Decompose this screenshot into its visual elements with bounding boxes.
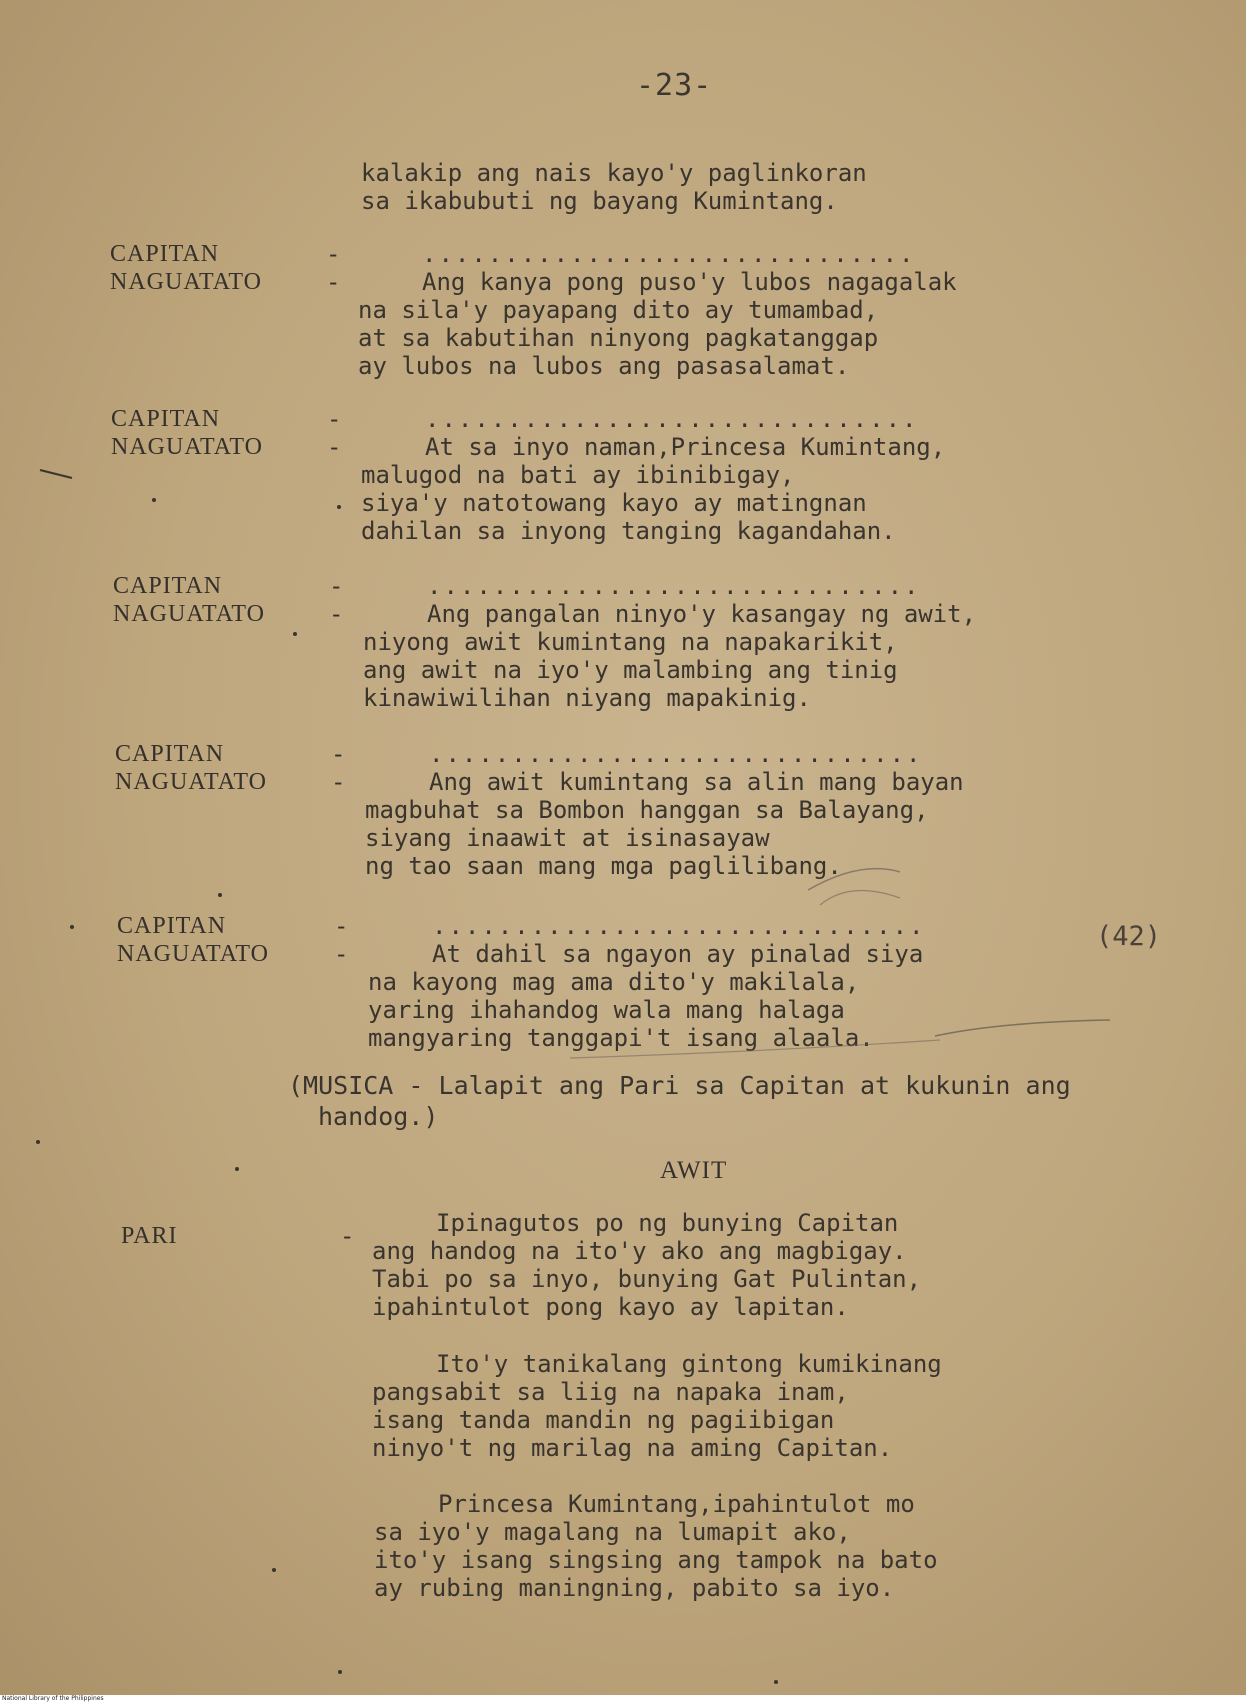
verse-line: pangsabit sa liig na napaka inam,	[372, 1378, 849, 1406]
stage-direction-line: handog.)	[318, 1102, 439, 1131]
dash: -	[326, 268, 341, 296]
verse-line: ng tao saan mang mga paglilibang.	[365, 852, 842, 880]
verse-line: sa ikabubuti ng bayang Kumintang.	[361, 187, 838, 215]
stray-mark	[235, 1167, 239, 1171]
verse-line: na sila'y payapang dito ay tumambad,	[358, 296, 879, 324]
dash: -	[326, 240, 341, 268]
verse-line: mangyaring tanggapi't isang alaala.	[368, 1024, 874, 1052]
stray-mark	[338, 1670, 342, 1674]
speaker-naguatato: NAGUATATO	[117, 941, 269, 967]
stray-mark	[272, 1568, 276, 1572]
verse-line: ay lubos na lubos ang pasasalamat.	[358, 352, 850, 380]
verse-line: ito'y isang singsing ang tampok na bato	[374, 1546, 938, 1574]
dash: -	[329, 600, 344, 628]
verse-line: siya'y natotowang kayo ay matingnan	[361, 489, 867, 517]
verse-line: isang tanda mandin ng pagiibigan	[372, 1406, 835, 1434]
speaker-capitan: CAPITAN	[117, 913, 227, 939]
verse-line: Ipinagutos po ng bunying Capitan	[436, 1209, 899, 1237]
verse-line: ang awit na iyo'y malambing ang tinig	[363, 656, 898, 684]
stray-mark	[774, 1680, 778, 1684]
verse-line: yaring ihahandog wala mang halaga	[368, 996, 845, 1024]
dash: -	[340, 1222, 355, 1250]
verse-line: Ang kanya pong puso'y lubos nagagalak	[422, 268, 957, 296]
pencil-stroke	[820, 890, 900, 905]
speaker-capitan: CAPITAN	[110, 241, 220, 267]
stray-mark	[152, 498, 156, 502]
speaker-capitan: CAPITAN	[113, 573, 223, 599]
verse-line: ipahintulot pong kayo ay lapitan.	[372, 1293, 849, 1321]
margin-note: (42)	[1096, 921, 1162, 952]
capitan-ellipsis: ..............................	[429, 740, 923, 768]
verse-line: malugod na bati ay ibinibigay,	[361, 461, 795, 489]
speaker-naguatato: NAGUATATO	[110, 269, 262, 295]
capitan-ellipsis: ..............................	[432, 912, 926, 940]
verse-line: Ang awit kumintang sa alin mang bayan	[429, 768, 964, 796]
verse-line: at sa kabutihan ninyong pagkatanggap	[358, 324, 879, 352]
verse-line: Ang pangalan ninyo'y kasangay ng awit,	[427, 600, 977, 628]
verse-line: Tabi po sa inyo, bunying Gat Pulintan,	[372, 1265, 922, 1293]
stage-direction-line: (MUSICA - Lalapit ang Pari sa Capitan at kukunin ang	[288, 1071, 1071, 1100]
pencil-stroke	[570, 1040, 940, 1058]
stray-mark	[36, 1140, 40, 1144]
pencil-stroke	[808, 869, 900, 890]
verse-line: Princesa Kumintang,ipahintulot mo	[438, 1490, 915, 1518]
verse-line: At dahil sa ngayon ay pinalad siya	[432, 940, 924, 968]
dash: -	[334, 940, 349, 968]
stray-mark	[70, 925, 74, 929]
verse-line: siyang inaawit at isinasayaw	[365, 824, 770, 852]
page-number: -23-	[636, 68, 713, 103]
dash: -	[334, 912, 349, 940]
verse-line: niyong awit kumintang na napakarikit,	[363, 628, 898, 656]
verse-line: magbuhat sa Bombon hanggan sa Balayang,	[365, 796, 929, 824]
verse-line: Ito'y tanikalang gintong kumikinang	[436, 1350, 942, 1378]
library-credit: National Library of the Philippines	[0, 1695, 1246, 1703]
verse-line: kalakip ang nais kayo'y paglinkoran	[361, 159, 867, 187]
verse-line: ang handog na ito'y ako ang magbigay.	[372, 1237, 907, 1265]
stray-mark	[218, 893, 222, 897]
dash: -	[331, 768, 346, 796]
pencil-stroke	[935, 1020, 1110, 1036]
stray-mark	[337, 505, 341, 509]
verse-line: na kayong mag ama dito'y makilala,	[368, 968, 860, 996]
speaker-naguatato: NAGUATATO	[113, 601, 265, 627]
speaker-naguatato: NAGUATATO	[115, 769, 267, 795]
capitan-ellipsis: ..............................	[427, 572, 921, 600]
dash: -	[327, 433, 342, 461]
verse-line: ninyo't ng marilag na aming Capitan.	[372, 1434, 893, 1462]
song-title: AWIT	[660, 1157, 728, 1184]
verse-line: ay rubing maningning, pabito sa iyo.	[374, 1574, 895, 1602]
speaker-capitan: CAPITAN	[111, 406, 221, 432]
speaker-naguatato: NAGUATATO	[111, 434, 263, 460]
verse-line: dahilan sa inyong tanging kagandahan.	[361, 517, 896, 545]
verse-line: sa iyo'y magalang na lumapit ako,	[374, 1518, 851, 1546]
dash: -	[329, 572, 344, 600]
verse-line: kinawiwilihan niyang mapakinig.	[363, 684, 811, 712]
capitan-ellipsis: ..............................	[425, 405, 919, 433]
verse-line: At sa inyo naman,Princesa Kumintang,	[425, 433, 946, 461]
stray-mark	[293, 632, 297, 636]
pencil-stroke	[40, 470, 72, 478]
dash: -	[327, 405, 342, 433]
speaker-capitan: CAPITAN	[115, 741, 225, 767]
dash: -	[331, 740, 346, 768]
speaker-pari: PARI	[121, 1223, 178, 1249]
capitan-ellipsis: ..............................	[422, 240, 916, 268]
